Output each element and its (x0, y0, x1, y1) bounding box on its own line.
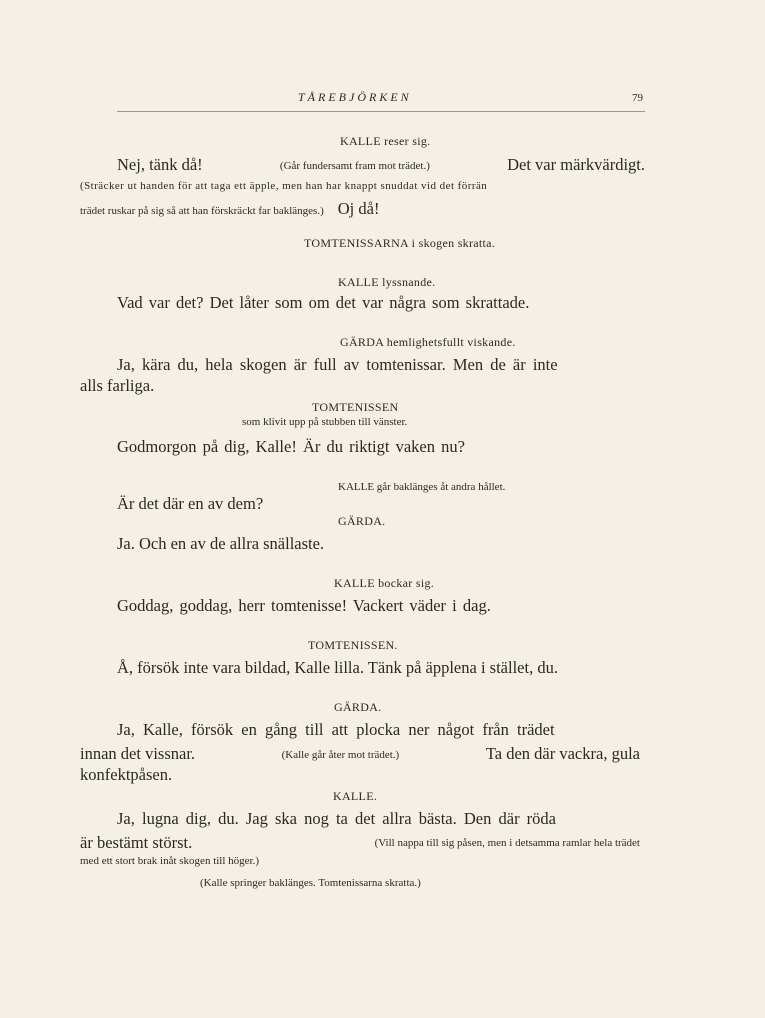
dialogue-line: Vad var det? Det låter som om det var några som skrattade. (117, 293, 530, 312)
dialogue-line: Å, försök inte vara bildad, Kalle lilla. Tänk på äpplena i stället, du. (117, 658, 558, 677)
running-header-title: TÅREBJÖRKEN (298, 90, 412, 104)
dialogue-line: innan det vissnar. (Kalle går åter mot trädet.) Ta den där vackra, gula (80, 744, 640, 763)
speaker-heading: KALLE. (333, 789, 378, 803)
speaker-heading: KALLE bockar sig. (334, 576, 435, 590)
header-rule (117, 111, 645, 112)
speaker-heading: TOMTENISSARNA i skogen skratta. (304, 236, 496, 250)
dialogue-line: Ja, kära du, hela skogen är full av tomtenissar. Men de är inte (117, 355, 558, 374)
stage-direction: (Sträcker ut handen för att taga ett äpple, men han har knappt snuddat vid det förrän (80, 180, 488, 192)
dialogue-line: trädet ruskar på sig så att han förskräckt far baklänges.) Oj då! (80, 199, 380, 218)
dialogue-line: Ja, lugna dig, du. Jag ska nog ta det allra bästa. Den där röda (117, 809, 557, 828)
dialogue-line: är bestämt störst. (Vill nappa till sig påsen, men i detsamma ramlar hela trädet (80, 833, 640, 852)
dialogue-line: konfektpåsen. (80, 765, 173, 784)
speaker-heading: KALLE lyssnande. (338, 275, 436, 289)
speaker-heading: TOMTENISSEN. (308, 638, 398, 652)
speaker-heading: GÄRDA hemlighetsfullt viskande. (340, 335, 516, 349)
dialogue-line: alls farliga. (80, 376, 155, 395)
stage-direction: (Kalle springer baklänges. Tomtenissarna skratta.) (200, 877, 421, 889)
page-number: 79 (632, 92, 643, 104)
stage-direction: med ett stort brak inåt skogen till höger.) (80, 855, 260, 867)
dialogue-line: Ja, Kalle, försök en gång till att plocka ner något från trädet (117, 720, 555, 739)
dialogue-line: Är det där en av dem? (117, 494, 264, 513)
speaker-heading: GÄRDA. (334, 700, 382, 714)
dialogue-line: Ja. Och en av de allra snällaste. (117, 534, 325, 553)
stage-direction: som klivit upp på stubben till vänster. (242, 416, 408, 428)
speaker-heading: KALLE reser sig. (340, 134, 431, 148)
speaker-heading: GÄRDA. (338, 514, 386, 528)
stage-direction: KALLE går baklänges åt andra hållet. (338, 481, 506, 493)
dialogue-line: Nej, tänk då! (Går fundersamt fram mot trädet.) Det var märkvärdigt. (117, 155, 645, 174)
dialogue-line: Goddag, goddag, herr tomtenisse! Vackert väder i dag. (117, 596, 491, 615)
dialogue-line: Godmorgon på dig, Kalle! Är du riktigt vaken nu? (117, 437, 465, 456)
speaker-heading: TOMTENISSEN (312, 400, 399, 414)
